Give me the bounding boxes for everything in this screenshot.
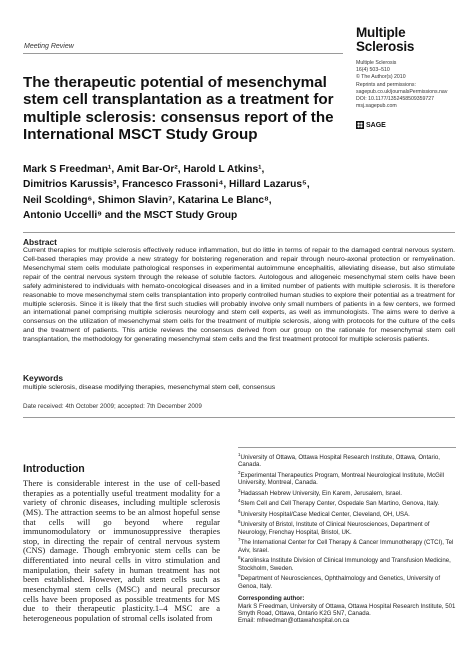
affiliation-item [238, 487, 456, 497]
top-divider [23, 53, 343, 54]
affiliation-item [238, 451, 456, 469]
affiliation-text: University of Bristol, Institute of Clinical Neurosciences, Department of Neurology, Frenchay Hospital, Bristol, UK. [238, 521, 430, 536]
abstract-bottom-divider [23, 417, 455, 418]
publisher-name: SAGE [366, 121, 386, 129]
section-label: Meeting Review [24, 43, 74, 50]
abstract-top-divider [23, 232, 455, 233]
journal-name-line2: Sclerosis [356, 39, 415, 54]
journal-meta-line: 16(4) 503–510 [356, 67, 390, 74]
affiliation-number: 4 [238, 498, 241, 504]
affiliation-item [238, 497, 456, 507]
affiliation-item [238, 518, 456, 536]
journal-meta [356, 60, 471, 110]
corresponding-author-email[interactable]: Email: mfreedman@ottawahospital.on.ca [238, 617, 350, 625]
journal-meta-line: msj.sagepub.com [356, 103, 397, 110]
author-list [23, 162, 343, 223]
affiliation-item [238, 554, 456, 572]
affiliation-item [238, 572, 456, 590]
journal-meta-line: Reprints and permissions: [356, 81, 416, 88]
introduction-text: There is considerable interest in the use of cell-based therapies as a potentially useful treatment modality for a variety of chronic diseases, including multiple sclerosis (MS). The attraction seems to be an almost hopeful sense that cells will go beyond where regular immunomodulatory or immunosuppressive therapies stop, in directing the repair of central nervous system (CNS) damage. Though embryonic stem cells can be differentiated into neural cells in vitro stimulation and manipulation, their safety in human treatment has not been established. However, adult stem cells such as mesenchymal stem cells (MSC) and neural precursor cells have been proposed as possible treatments for MS due to their therapeutic plasticity.1–4 MSC are a heterogeneous population of stromal cells isolated from [23, 478, 220, 623]
author-line: Dimitrios Karussis³, Francesco Frassoni⁴, Hillard Lazarus⁵, [23, 179, 310, 191]
corresponding-author-address: Mark S Freedman, University of Ottawa, Ottawa Hospital Research Institute, 501 Smyth Road, Ottawa, Ontario K2G 5N7, Canada. [238, 602, 456, 617]
affiliation-text: University of Ottawa, Ottawa Hospital Research Institute, Ottawa, Ontario, Canada. [238, 454, 440, 469]
affiliation-item [238, 508, 456, 518]
affiliation-number: 1 [238, 452, 241, 457]
journal-meta-line: DOI: 10.1177/1352458509359727 [356, 96, 435, 103]
abstract-heading: Abstract [23, 237, 57, 247]
affiliations-block [238, 451, 456, 625]
journal-name-line1: Multiple [356, 25, 406, 40]
keywords-heading: Keywords [23, 373, 64, 383]
affiliation-text: Experimental Therapeutics Program, Montreal Neurological Institute, McGill University, Montreal, Canada. [238, 471, 444, 487]
affiliation-number: 8 [238, 555, 241, 561]
affiliations-divider [238, 447, 456, 448]
journal-meta-line: sagepub.co.uk/journalsPermissions.nav [356, 88, 448, 95]
affiliation-number: 6 [238, 519, 241, 525]
journal-meta-line: © The Author(s) 2010 [356, 74, 406, 81]
journal-meta-line: Multiple Sclerosis [356, 60, 397, 66]
affiliation-number: 9 [238, 573, 241, 579]
affiliation-item [238, 536, 456, 554]
publisher-logo [356, 121, 386, 129]
affiliation-text: University Hospital/Case Medical Center, Cleveland, OH, USA. [240, 510, 410, 518]
introduction-heading: Introduction [23, 463, 85, 475]
sage-logo-icon [356, 121, 364, 129]
affiliation-text: Department of Neurosciences, Ophthalmology and Genetics, University of Genoa, Italy. [238, 575, 441, 590]
affiliation-item [238, 469, 456, 487]
corresponding-author-heading: Corresponding author: [238, 595, 305, 603]
affiliation-text: Stem Cell and Cell Therapy Center, Ospedale San Martino, Genova, Italy. [240, 500, 440, 508]
keywords-text: multiple sclerosis, disease modifying therapies, mesenchymal stem cell, consensus [23, 384, 276, 391]
author-line: Mark S Freedman¹, Amit Bar-Or², Harold L Atkins¹, [23, 164, 265, 175]
abstract-text: Current therapies for multiple sclerosis effectively reduce inflammation, but do little in terms of repair to the damaged central nervous system. Cell-based therapies may provide a new strategy for bolstering regeneration and repair through neuro-axonal protection or remyelination. Mesenchymal stem cells modulate pathological responses in experimental autoimmune encephalitis, alleviating disease, but also stimulate repair of the central nervous system through the release of soluble factors. Autologous and allogeneic mesenchymal stem cells have been safely administered to individuals with hemato-oncological diseases and in a limited number of patients with multiple sclerosis. It is therefore reasonable to move mesenchymal stem cells transplantation into properly controlled human studies to explore their potential as a treatment for multiple sclerosis. Since it is likely that the first such studies will probably involve only small numbers of patients in a few centers, we formed an international panel comprising multiple sclerosis neurology and stem cell experts, as well as immunologists. The aims were to derive a consensus on the utilization of mesenchymal stem cells for the treatment of multiple sclerosis, along with protocols for the culture of the cells and the treatment of patients. This article reviews the consensus derived from our group on the rationale for mesenchymal stem cell transplantation, the methodology for generating mesenchymal stem cells and the first treatment protocol for multiple sclerosis patients. [23, 247, 455, 344]
article-title: The therapeutic potential of mesenchymal stem cell transplantation as a treatment for multiple sclerosis: consensus report of the International MSCT Study Group [23, 74, 334, 144]
affiliation-text: Hadassah Hebrew University, Ein Karem, Jerusalem, Israel. [240, 489, 402, 497]
affiliation-text: Karolinska Institute Division of Clinical Immunology and Transfusion Medicine, Stockholm, Sweden. [238, 557, 451, 572]
dates-line: Date received: 4th October 2009; accepted: 7th December 2009 [23, 403, 202, 410]
affiliation-number: 7 [238, 537, 241, 543]
author-line: Antonio Uccelli⁹ and the MSCT Study Group [23, 209, 238, 221]
journal-name [356, 26, 466, 54]
affiliation-text: The International Center for Cell Therapy & Cancer Immunotherapy (CTCI), Tel Aviv, Israel. [238, 539, 454, 554]
author-line: Neil Scolding⁶, Shimon Slavin⁷, Katarina Le Blanc⁸, [23, 194, 272, 206]
affiliation-number: 2 [238, 469, 241, 475]
affiliation-number: 5 [238, 508, 241, 514]
affiliation-number: 3 [238, 487, 241, 493]
